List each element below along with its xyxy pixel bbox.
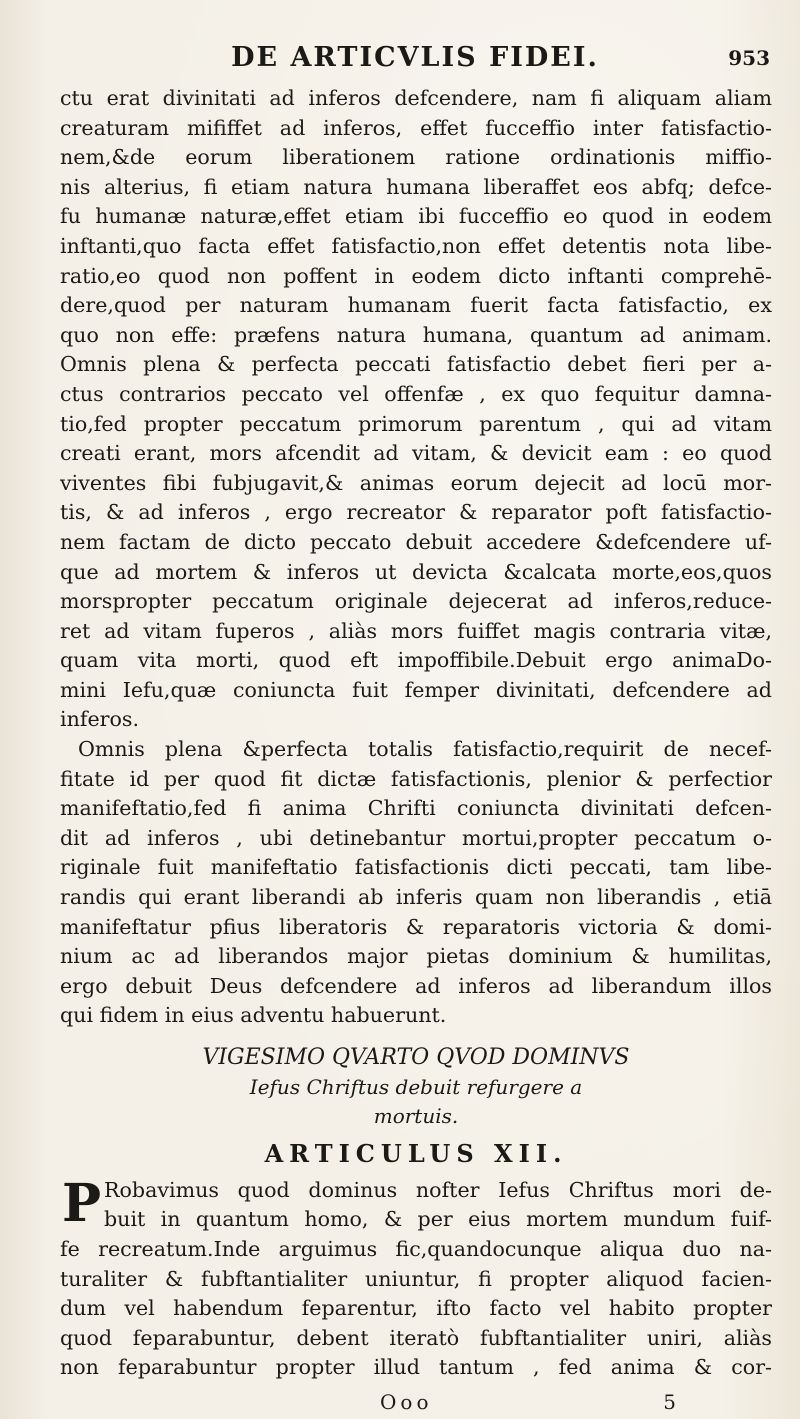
text-line: creati erant, mors afcendit ad vitam, & devicit eam : eo quod: [60, 441, 772, 466]
text-line: fitate id per quod fit dictæ fatisfactionis, plenior & perfectior: [60, 766, 772, 791]
text-line: non feparabuntur propter illud tantum , fed anima & cor-: [60, 1355, 772, 1380]
text-line: morspropter peccatum originale dejecerat ad inferos,reduce-: [60, 589, 772, 614]
text-line: dere,quod per naturam humanam fuerit facta fatisfactio, ex: [60, 293, 772, 318]
section-heading: VIGESIMO QVARTO QVOD DOMINVS: [202, 1045, 630, 1070]
text-line: fu humanæ naturæ,effet etiam ibi fucceffio eo quod in eodem: [60, 204, 772, 229]
text-line: inferos.: [60, 707, 140, 732]
text-line: Omnis plena & perfecta peccati fatisfactio debet fieri per a-: [60, 352, 772, 377]
text-line: Robavimus quod dominus nofter Iefus Chriftus mori de-: [104, 1177, 772, 1202]
text-line: manifeftatur pfius liberatoris & reparatoris victoria & domi-: [60, 914, 772, 939]
drop-capital: P: [62, 1172, 102, 1234]
page-number: 953: [728, 46, 770, 70]
text-line: nium ac ad liberandos major pietas dominium & humilitas,: [60, 944, 772, 969]
text-line: dum vel habendum feparentur, ifto facto vel habito propter: [60, 1296, 772, 1321]
text-line: inftanti,quo facta effet fatisfactio,non effet detentis nota libe-: [60, 233, 772, 258]
text-line: randis qui erant liberandi ab inferis quam non liberandis , etiā: [60, 885, 772, 910]
text-line: riginale fuit manifeftatio fatisfactionis dicti peccati, tam libe-: [60, 855, 772, 880]
text-line: turaliter & fubftantialiter uniuntur, fi propter aliquod facien-: [60, 1266, 772, 1291]
signature-letters: Ooo: [380, 1390, 433, 1414]
text-line: tis, & ad inferos , ergo recreator & reparator poft fatisfactio-: [60, 500, 772, 525]
text-line: dit ad inferos , ubi detinebantur mortui,propter peccatum o-: [60, 825, 772, 850]
section-subheading-line-2: mortuis.: [373, 1104, 459, 1129]
paragraph-3: [60, 1172, 772, 1383]
body-text: [60, 84, 772, 1383]
text-line: manifeftatio,fed fi anima Chrifti coniuncta divinitati defcen-: [60, 796, 772, 821]
text-line: nem factam de dicto peccato debuit accedere &defcendere uf-: [60, 529, 772, 554]
text-line: quam vita morti, quod eft impoffibile.Debuit ergo animaDo-: [60, 648, 772, 673]
text-line: nem,&de eorum liberationem ratione ordinationis miffio-: [60, 145, 772, 170]
text-line: ret ad vitam fuperos , aliàs mors fuiffet magis contraria vitæ,: [60, 618, 772, 643]
text-line: ratio,eo quod non poffent in eodem dicto inftanti comprehē-: [60, 263, 772, 288]
text-line: fe recreatum.Inde arguimus fic,quandocunque aliqua duo na-: [60, 1236, 772, 1261]
text-line: ctu erat divinitati ad inferos defcendere, nam fi aliquam aliam: [60, 86, 772, 110]
signature-number: 5: [663, 1390, 680, 1414]
text-line: que ad mortem & inferos ut devicta &calcata morte,eos,quos: [60, 559, 772, 584]
text-line: ergo debuit Deus defcendere ad inferos ad liberandum illos: [60, 973, 772, 998]
text-line: tio,fed propter peccatum primorum parentum , qui ad vitam: [60, 411, 772, 436]
page-header: [60, 42, 770, 76]
text-line: nis alterius, fi etiam natura humana liberaffet eos abfq; defce-: [60, 174, 772, 199]
running-head: DE ARTICVLIS FIDEI.: [231, 42, 599, 73]
text-line: quo non effe: præfens natura humana, quantum ad animam.: [60, 322, 772, 347]
text-line: buit in quantum homo, & per eius mortem mundum fuif-: [104, 1207, 772, 1232]
section-subheading-line-1: Iefus Chriftus debuit refurgere a: [249, 1074, 583, 1099]
paragraph-1: [60, 84, 772, 735]
text-line: mini Iefu,quæ coniuncta fuit femper divinitati, defcendere ad: [60, 677, 772, 702]
text-line: creaturam mififfet ad inferos, effet fucceffio inter fatisfactio-: [60, 115, 772, 140]
signature-mark: [380, 1390, 680, 1414]
text-line: Omnis plena &perfecta totalis fatisfactio,requirit de necef-: [78, 737, 772, 762]
article-title: ARTICULUS XII.: [264, 1138, 568, 1168]
text-line: quod feparabuntur, debent iteratò fubftantialiter uniri, aliàs: [60, 1325, 772, 1350]
paragraph-2: [60, 735, 772, 1031]
text-line: ctus contrarios peccato vel offenfæ , ex quo fequitur damna-: [60, 381, 772, 406]
text-line: viventes fibi fubjugavit,& animas eorum dejecit ad locū mor-: [60, 470, 772, 495]
text-line: qui fidem in eius adventu habuerunt.: [60, 1003, 447, 1028]
